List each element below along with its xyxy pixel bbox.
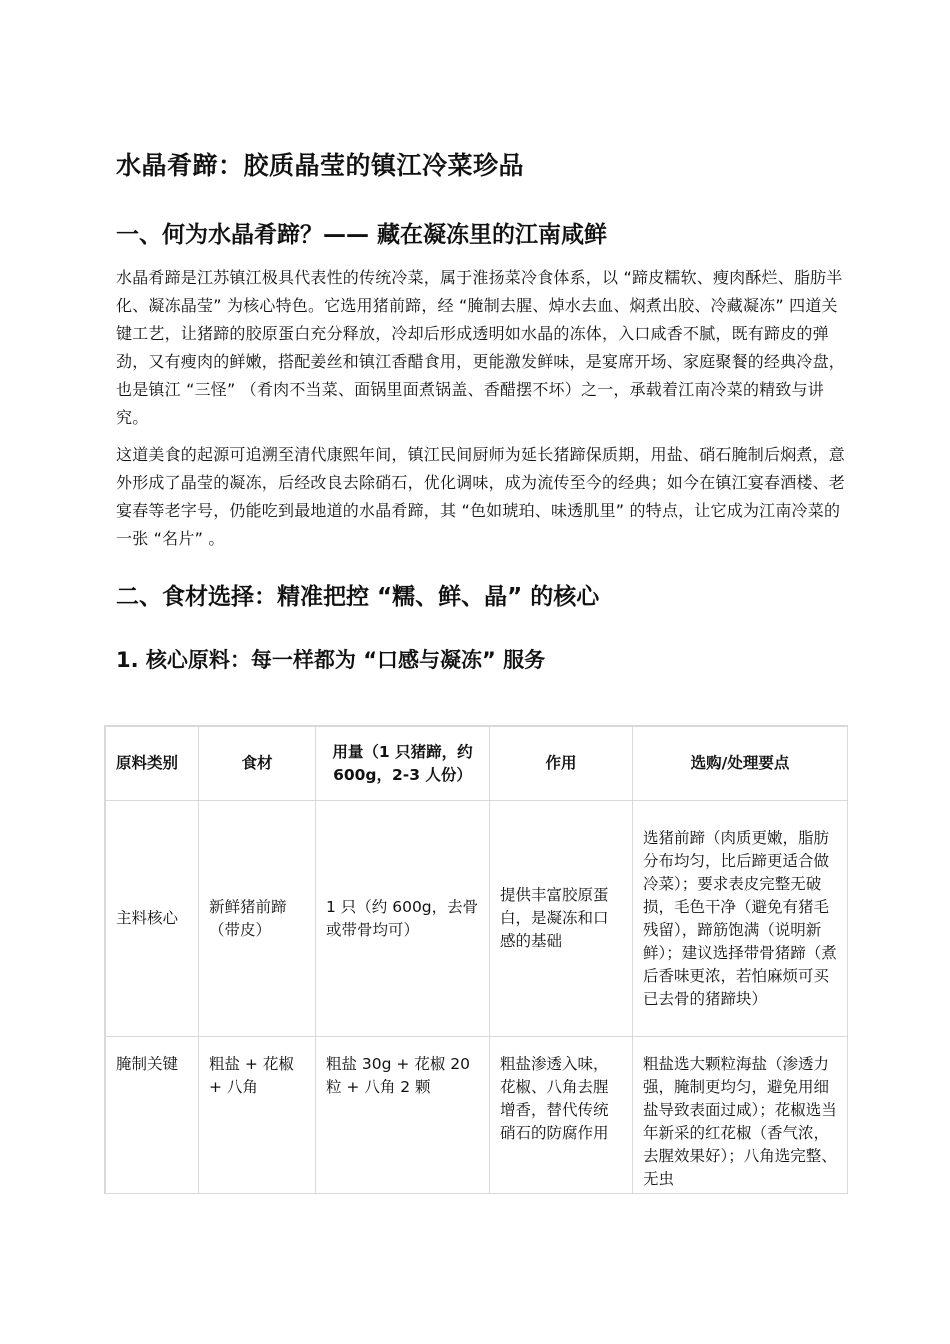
- table-cell-amount: 粗盐 30g + 花椒 20 粒 + 八角 2 颗: [316, 1037, 490, 1195]
- origin-paragraph: 这道美食的起源可追溯至清代康熙年间，镇江民间厨师为延长猪蹄保质期，用盐、硝石腌制后焖煮，意外形成了晶莹的凝冻，后经改良去除硝石，优化调味，成为流传至今的经典；如今在镇江宴春酒楼、老宴春等老字号，仍能吃到最地道的水晶肴蹄，其 “色如琥珀、味透肌里” 的特点，让它成为江南冷菜的一张 “名片” 。: [116, 445, 846, 548]
- table-row: [106, 1037, 848, 1195]
- table-cell-ingredient: 新鲜猪前蹄（带皮）: [199, 801, 316, 1037]
- table-header-row: [106, 727, 848, 801]
- table-cell-amount: 1 只（约 600g，去骨或带骨均可）: [316, 801, 490, 1037]
- table-header-cell: 用量（1 只猪蹄，约 600g，2-3 人份）: [316, 727, 490, 801]
- table-header-cell: 选购/处理要点: [633, 727, 848, 801]
- table-cell-category: 腌制关键: [106, 1037, 199, 1195]
- ingredient-table-container: [104, 725, 848, 1194]
- subsection-heading: 1. 核心原料：每一样都为 “口感与凝冻” 服务: [116, 648, 546, 672]
- table-row: [106, 801, 848, 1037]
- table-header-cell: 食材: [199, 727, 316, 801]
- section-heading-1: 一、何为水晶肴蹄？—— 藏在凝冻里的江南咸鲜: [116, 222, 608, 248]
- table-cell-category: 主料核心: [106, 801, 199, 1037]
- ingredient-table: [105, 726, 848, 1194]
- table-header-cell: 作用: [490, 727, 633, 801]
- table-cell-ingredient: 粗盐 + 花椒 + 八角: [199, 1037, 316, 1195]
- table-cell-purpose: 粗盐渗透入味，花椒、八角去腥增香，替代传统硝石的防腐作用: [490, 1037, 633, 1195]
- table-cell-tips: 选猪前蹄（肉质更嫩，脂肪分布均匀，比后蹄更适合做冷菜）；要求表皮完整无破损，毛色干净（避免有猪毛残留），蹄筋饱满（说明新鲜）；建议选择带骨猪蹄（煮后香味更浓，若怕麻烦可买已去骨的猪蹄块）: [633, 801, 848, 1037]
- table-cell-tips: 粗盐选大颗粒海盐（渗透力强，腌制更均匀，避免用细盐导致表面过咸）；花椒选当年新采的红花椒（香气浓，去腥效果好）；八角选完整、无虫: [633, 1037, 848, 1195]
- page-title: 水晶肴蹄：胶质晶莹的镇江冷菜珍品: [116, 151, 525, 180]
- intro-paragraph: 水晶肴蹄是江苏镇江极具代表性的传统冷菜，属于淮扬菜冷食体系，以 “蹄皮糯软、瘦肉酥烂、脂肪半化、凝冻晶莹” 为核心特色。它选用猪前蹄，经 “腌制去腥、焯水去血、焖煮出胶、冷藏凝冻” 四道关键工艺，让猪蹄的胶原蛋白充分释放，冷却后形成透明如水晶的冻体，入口咸香不腻，既有蹄皮的弹劲，又有瘦肉的鲜嫩，搭配姜丝和镇江香醋食用，更能激发鲜味，是宴席开场、家庭聚餐的经典冷盘，也是镇江 “三怪” （肴肉不当菜、面锅里面煮锅盖、香醋摆不坏）之一，承载着江南冷菜的精致与讲究。: [116, 268, 846, 427]
- section-heading-2: 二、食材选择：精准把控 “糯、鲜、晶” 的核心: [116, 584, 600, 610]
- table-cell-purpose: 提供丰富胶原蛋白，是凝冻和口感的基础: [490, 801, 633, 1037]
- table-header-cell: 原料类别: [106, 727, 199, 801]
